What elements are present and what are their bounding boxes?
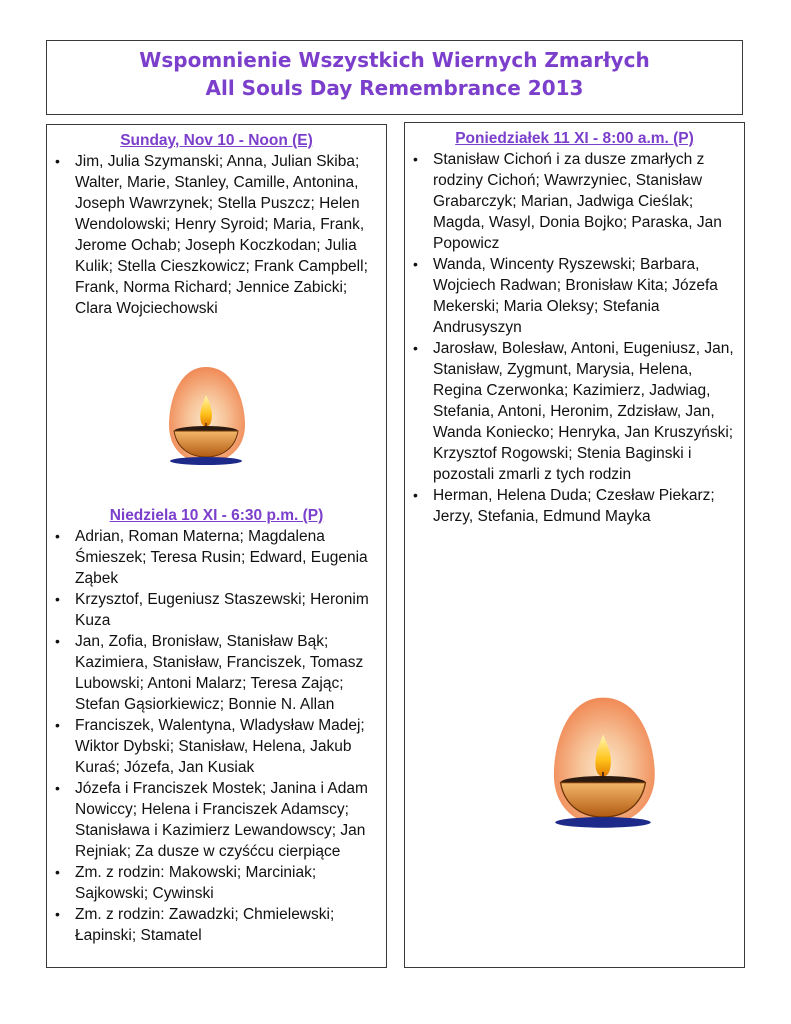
list-item: • Jan, Zofia, Bronisław, Stanisław Bąk; Kazimiera, Stanisław, Franciszek, Tomasz Lubowski; Antoni Malarz; Teresa Zając; Stefan Gąsiorkiewicz; Bonnie N. Allan xyxy=(47,631,386,715)
section-monday-morning xyxy=(405,129,744,527)
section-sunday-noon xyxy=(47,131,386,319)
title-polish: Wspomnienie Wszystkich Wiernych Zmarłych xyxy=(139,48,650,72)
right-column xyxy=(404,122,745,968)
list-item: • Wanda, Wincenty Ryszewski; Barbara, Wojciech Radwan; Bronisław Kita; Józefa Mekerski; Maria Oleksy; Stefania Andrusyszyn xyxy=(405,254,744,338)
candle-icon xyxy=(547,695,659,833)
names-list xyxy=(47,526,386,946)
title-english: All Souls Day Remembrance 2013 xyxy=(205,76,584,100)
names-list xyxy=(405,149,744,527)
list-item: • Józefa i Franciszek Mostek; Janina i Adam Nowiccy; Helena i Franciszek Adamscy; Stanisława i Kazimierz Lewandowscy; Jan Rejniak; Za dusze w czyśćcu cierpiące xyxy=(47,778,386,862)
section-sunday-evening xyxy=(47,506,386,946)
names-list xyxy=(47,151,386,319)
list-item: • Franciszek, Walentyna, Wladysław Madej; Wiktor Dybski; Stanisław, Helena, Jakub Kuraś; Józefa, Jan Kusiak xyxy=(47,715,386,778)
list-item: • Stanisław Cichoń i za dusze zmarłych z rodziny Cichoń; Wawrzyniec, Stanisław Grabarczyk; Marian, Jadwiga Cieślak; Magda, Wasyl, Donia Bojko; Paraska, Jan Popowicz xyxy=(405,149,744,254)
left-column xyxy=(46,124,387,968)
list-item: • Zm. z rodzin: Makowski; Marciniak; Sajkowski; Cywinski xyxy=(47,862,386,904)
list-item: • Adrian, Roman Materna; Magdalena Śmieszek; Teresa Rusin; Edward, Eugenia Ząbek xyxy=(47,526,386,589)
section-heading: Niedziela 10 XI - 6:30 p.m. (P) xyxy=(109,507,324,524)
list-item: • Jim, Julia Szymanski; Anna, Julian Skiba; Walter, Marie, Stanley, Camille, Antonina, Joseph Wawrzynek; Stella Puszcz; Helen Wendolowski; Henry Syroid; Maria, Frank, Jerome Ochab; Joseph Koczkodan; Julia Kulik; Stella Cieszkowicz; Frank Campbell; Frank, Norma Richard; Jennice Zabicki; Clara Wojciechowski xyxy=(47,151,386,319)
section-heading: Sunday, Nov 10 - Noon (E) xyxy=(120,132,313,149)
title-box xyxy=(46,40,743,115)
list-item: • Jarosław, Bolesław, Antoni, Eugeniusz, Jan, Stanisław, Zygmunt, Marysia, Helena, Regina Czerwonka; Kazimierz, Jadwiag, Stefania, Antoni, Heronim, Zdzisław, Jan, Wanda Koniecko; Henryka, Jan Kruszyński; Krzysztof Rogowski; Stenia Baginski i pozostali zmarli z tych rodzin xyxy=(405,338,744,485)
section-heading: Poniedziałek 11 XI - 8:00 a.m. (P) xyxy=(455,130,694,147)
list-item: • Zm. z rodzin: Zawadzki; Chmielewski; Łapinski; Stamatel xyxy=(47,904,386,946)
list-item: • Krzysztof, Eugeniusz Staszewski; Heronim Kuza xyxy=(47,589,386,631)
list-item: • Herman, Helena Duda; Czesław Piekarz; Jerzy, Stefania, Edmund Mayka xyxy=(405,485,744,527)
candle-icon xyxy=(165,365,247,469)
